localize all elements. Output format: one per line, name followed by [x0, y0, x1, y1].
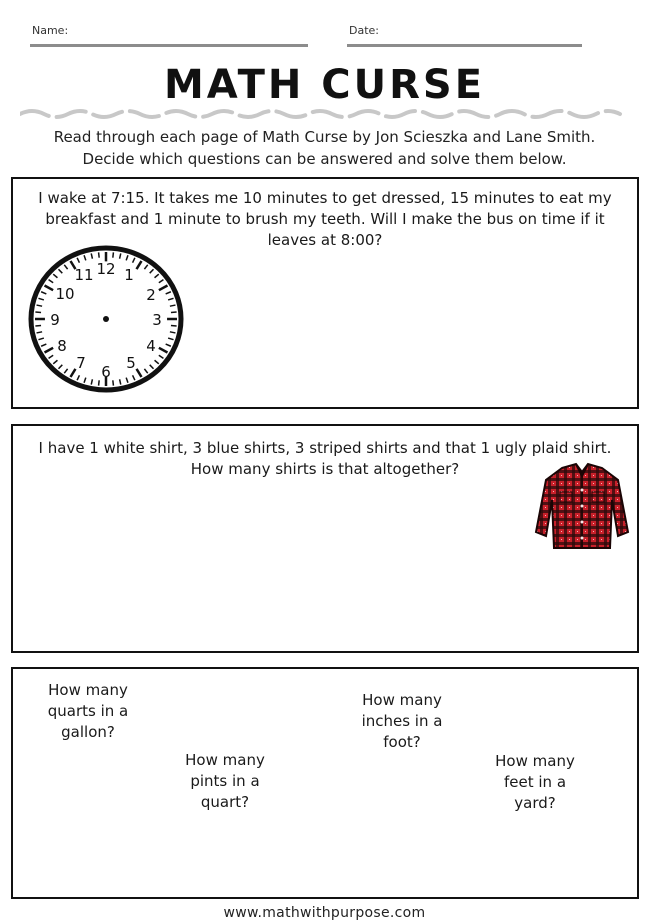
measurement-question-feet — [480, 751, 590, 814]
footer-url: www.mathwithpurpose.com — [223, 905, 426, 921]
decorative-squiggle — [20, 106, 630, 120]
clock-tick — [171, 325, 177, 326]
mq-line: gallon? — [61, 723, 115, 741]
shirts-question-line-2: How many shirts is that altogether? — [190, 460, 460, 478]
mq-line: How many — [185, 751, 265, 769]
date-label: Date: — [349, 24, 379, 37]
mq-line: How many — [495, 752, 575, 770]
clock-number: 5 — [126, 354, 136, 372]
clock-number: 1 — [124, 266, 134, 284]
instructions-line-2: Decide which questions can be answered and solve them below. — [82, 150, 567, 168]
mq-line: quarts in a — [47, 702, 129, 720]
mq-line: feet in a — [503, 773, 567, 791]
mq-line: pints in a — [190, 772, 260, 790]
measurement-question-quarts — [33, 680, 143, 743]
clock-question-line-2: breakfast and 1 minute to brush my teeth. Will I make the bus on time if it — [45, 210, 605, 228]
shirts-question-line-1: I have 1 white shirt, 3 blue shirts, 3 striped shirts and that 1 ugly plaid shirt. — [38, 439, 612, 457]
clock-tick — [113, 380, 114, 385]
clock-number: 8 — [57, 337, 67, 355]
name-label: Name: — [32, 24, 69, 37]
mq-line: How many — [362, 691, 442, 709]
clock-tick — [35, 312, 41, 313]
mq-line: quart? — [200, 793, 250, 811]
clock-number: 3 — [152, 311, 162, 329]
clock-tick — [35, 325, 41, 326]
clock-number: 2 — [146, 286, 156, 304]
plaid-shirt-icon — [532, 462, 632, 552]
clock-tick — [171, 312, 177, 313]
clock-number: 12 — [96, 260, 116, 278]
name-line[interactable] — [30, 44, 308, 47]
mq-line: How many — [48, 681, 128, 699]
clock-tick — [113, 252, 114, 257]
clock-number: 7 — [76, 354, 86, 372]
clock-tick — [99, 380, 100, 385]
clock-number: 10 — [55, 285, 75, 303]
clock-question-line-1: I wake at 7:15. It takes me 10 minutes to get dressed, 15 minutes to eat my — [38, 189, 612, 207]
clock-question-text — [13, 188, 637, 251]
mq-line: foot? — [383, 733, 421, 751]
clock-icon — [22, 244, 186, 394]
instructions — [0, 126, 649, 170]
date-line[interactable] — [347, 44, 582, 47]
measurement-question-pints — [170, 750, 280, 813]
page-title: MATH CURSE — [163, 62, 486, 108]
clock-tick — [99, 252, 100, 257]
mq-line: inches in a — [361, 712, 443, 730]
clock-number: 9 — [50, 311, 60, 329]
clock-number: 4 — [146, 337, 156, 355]
mq-line: yard? — [514, 794, 556, 812]
instructions-line-1: Read through each page of Math Curse by Jon Scieszka and Lane Smith. — [53, 128, 596, 146]
clock-number: 11 — [74, 266, 94, 284]
clock-question-line-3: leaves at 8:00? — [267, 231, 383, 249]
clock-number: 6 — [101, 363, 111, 381]
measurement-question-inches — [347, 690, 457, 753]
clock-center — [103, 316, 109, 322]
